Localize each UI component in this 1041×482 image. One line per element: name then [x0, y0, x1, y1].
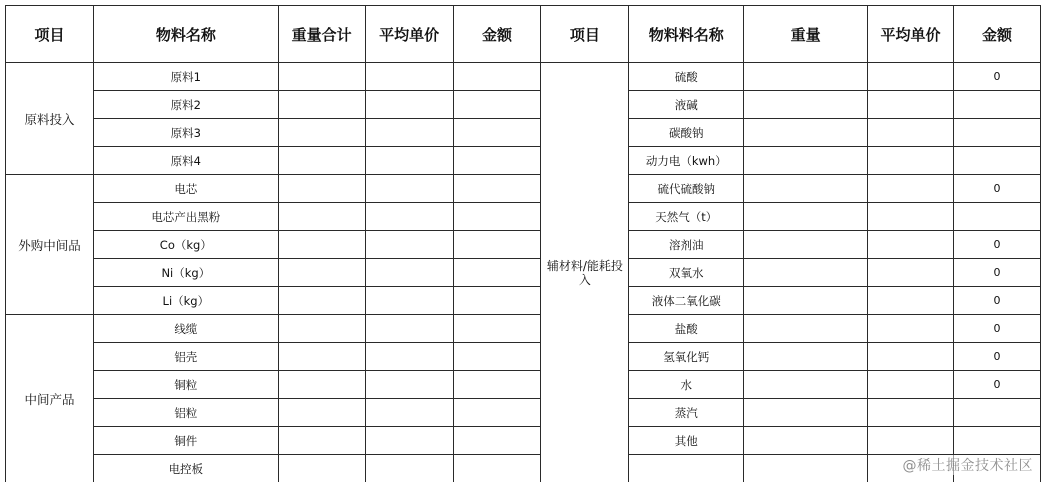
avg-price-cell: [365, 287, 453, 315]
aux-weight-cell: [744, 91, 868, 119]
table-row: [6, 119, 1041, 147]
amount-cell: [453, 147, 541, 175]
aux-weight-cell: [744, 203, 868, 231]
weight-total-cell: [278, 455, 365, 482]
table-row: [6, 91, 1041, 119]
aux-avg-price-cell: [868, 91, 954, 119]
aux-material-name-cell: 其他: [629, 427, 744, 455]
avg-price-cell: [365, 427, 453, 455]
purchased-intermediate-group: 外购中间品: [6, 175, 94, 315]
amount-cell: [453, 343, 541, 371]
weight-total-cell: [278, 315, 365, 343]
aux-weight-cell: [744, 259, 868, 287]
amount-cell: [453, 175, 541, 203]
header-weight-right: 重量: [744, 6, 868, 63]
aux-avg-price-cell: [868, 427, 954, 455]
aux-material-name-cell: [629, 455, 744, 482]
aux-amount-cell: [954, 91, 1041, 119]
aux-weight-cell: [744, 371, 868, 399]
aux-material-name-cell: 盐酸: [629, 315, 744, 343]
aux-amount-cell: 0: [954, 287, 1041, 315]
table-row: [6, 315, 1041, 343]
table-row: [6, 63, 1041, 91]
weight-total-cell: [278, 399, 365, 427]
aux-weight-cell: [744, 147, 868, 175]
weight-total-cell: [278, 147, 365, 175]
avg-price-cell: [365, 231, 453, 259]
table-row: [6, 455, 1041, 482]
amount-cell: [453, 231, 541, 259]
weight-total-cell: [278, 287, 365, 315]
material-name-cell: 铜件: [93, 427, 278, 455]
aux-weight-cell: [744, 231, 868, 259]
amount-cell: [453, 259, 541, 287]
header-amount-right: 金额: [954, 6, 1041, 63]
aux-material-name-cell: 碳酸钠: [629, 119, 744, 147]
material-name-cell: Ni（kg）: [93, 259, 278, 287]
aux-material-name-cell: 蒸汽: [629, 399, 744, 427]
aux-material-name-cell: 液碱: [629, 91, 744, 119]
aux-amount-cell: [954, 147, 1041, 175]
table-row: [6, 427, 1041, 455]
material-name-cell: 铝壳: [93, 343, 278, 371]
aux-material-name-cell: 水: [629, 371, 744, 399]
header-project-right: 项目: [541, 6, 629, 63]
avg-price-cell: [365, 343, 453, 371]
aux-weight-cell: [744, 399, 868, 427]
amount-cell: [453, 399, 541, 427]
header-avg-price-right: 平均单价: [868, 6, 954, 63]
weight-total-cell: [278, 175, 365, 203]
aux-avg-price-cell: [868, 175, 954, 203]
avg-price-cell: [365, 63, 453, 91]
weight-total-cell: [278, 259, 365, 287]
watermark: @稀土掘金技术社区: [903, 455, 1034, 475]
aux-weight-cell: [744, 427, 868, 455]
intermediate-product-group: 中间产品: [6, 315, 94, 482]
aux-amount-cell: 0: [954, 315, 1041, 343]
avg-price-cell: [365, 315, 453, 343]
aux-weight-cell: [744, 455, 868, 482]
header-avg-price: 平均单价: [365, 6, 453, 63]
table-row: [6, 175, 1041, 203]
amount-cell: [453, 203, 541, 231]
weight-total-cell: [278, 231, 365, 259]
table-row: [6, 203, 1041, 231]
aux-avg-price-cell: [868, 147, 954, 175]
aux-amount-cell: 0: [954, 371, 1041, 399]
weight-total-cell: [278, 63, 365, 91]
avg-price-cell: [365, 399, 453, 427]
avg-price-cell: [365, 147, 453, 175]
aux-weight-cell: [744, 343, 868, 371]
weight-total-cell: [278, 371, 365, 399]
table-row: [6, 371, 1041, 399]
aux-avg-price-cell: [868, 399, 954, 427]
aux-amount-cell: [954, 203, 1041, 231]
material-name-cell: 电控板: [93, 455, 278, 482]
amount-cell: [453, 315, 541, 343]
table-row: [6, 287, 1041, 315]
aux-avg-price-cell: [868, 119, 954, 147]
aux-amount-cell: 0: [954, 231, 1041, 259]
aux-weight-cell: [744, 63, 868, 91]
aux-material-name-cell: 硫酸: [629, 63, 744, 91]
material-name-cell: 铝粒: [93, 399, 278, 427]
header-material-name: 物料名称: [93, 6, 278, 63]
aux-avg-price-cell: [868, 371, 954, 399]
aux-material-name-cell: 双氧水: [629, 259, 744, 287]
material-name-cell: Co（kg）: [93, 231, 278, 259]
raw-input-group: 原料投入: [6, 63, 94, 175]
material-name-cell: 铜粒: [93, 371, 278, 399]
amount-cell: [453, 455, 541, 482]
aux-avg-price-cell: [868, 287, 954, 315]
aux-avg-price-cell: [868, 231, 954, 259]
aux-amount-cell: 0: [954, 175, 1041, 203]
material-name-cell: 原料4: [93, 147, 278, 175]
aux-avg-price-cell: [868, 343, 954, 371]
avg-price-cell: [365, 259, 453, 287]
material-name-cell: 原料2: [93, 91, 278, 119]
avg-price-cell: [365, 371, 453, 399]
avg-price-cell: [365, 91, 453, 119]
avg-price-cell: [365, 175, 453, 203]
header-row: [6, 6, 1041, 63]
aux-material-name-cell: 溶剂油: [629, 231, 744, 259]
auxiliary-energy-group: 辅材料/能耗投入: [541, 63, 629, 482]
weight-total-cell: [278, 91, 365, 119]
aux-weight-cell: [744, 287, 868, 315]
aux-avg-price-cell: [868, 63, 954, 91]
spreadsheet: [5, 5, 1041, 482]
material-name-cell: Li（kg）: [93, 287, 278, 315]
aux-weight-cell: [744, 175, 868, 203]
aux-material-name-cell: 液体二氧化碳: [629, 287, 744, 315]
amount-cell: [453, 91, 541, 119]
avg-price-cell: [365, 203, 453, 231]
header-weight-total: 重量合计: [278, 6, 365, 63]
aux-amount-cell: [954, 119, 1041, 147]
aux-material-name-cell: 动力电（kwh）: [629, 147, 744, 175]
table-row: [6, 231, 1041, 259]
weight-total-cell: [278, 343, 365, 371]
weight-total-cell: [278, 119, 365, 147]
material-name-cell: 原料1: [93, 63, 278, 91]
table-row: [6, 147, 1041, 175]
aux-amount-cell: 0: [954, 259, 1041, 287]
header-project: 项目: [6, 6, 94, 63]
aux-amount-cell: 0: [954, 343, 1041, 371]
material-cost-table: [5, 5, 1041, 482]
aux-weight-cell: [744, 119, 868, 147]
amount-cell: [453, 371, 541, 399]
table-row: [6, 259, 1041, 287]
material-name-cell: 电芯: [93, 175, 278, 203]
aux-material-name-cell: 氢氧化钙: [629, 343, 744, 371]
avg-price-cell: [365, 119, 453, 147]
aux-material-name-cell: 天然气（t）: [629, 203, 744, 231]
header-amount: 金额: [453, 6, 541, 63]
aux-amount-cell: [954, 427, 1041, 455]
table-row: [6, 343, 1041, 371]
avg-price-cell: [365, 455, 453, 482]
amount-cell: [453, 63, 541, 91]
amount-cell: [453, 427, 541, 455]
aux-amount-cell: [954, 399, 1041, 427]
amount-cell: [453, 287, 541, 315]
weight-total-cell: [278, 203, 365, 231]
material-name-cell: 原料3: [93, 119, 278, 147]
aux-avg-price-cell: [868, 259, 954, 287]
table-row: [6, 399, 1041, 427]
aux-avg-price-cell: [868, 203, 954, 231]
material-name-cell: 线缆: [93, 315, 278, 343]
aux-avg-price-cell: [868, 315, 954, 343]
weight-total-cell: [278, 427, 365, 455]
aux-material-name-cell: 硫代硫酸钠: [629, 175, 744, 203]
amount-cell: [453, 119, 541, 147]
material-name-cell: 电芯产出黑粉: [93, 203, 278, 231]
header-material-name-right: 物料料名称: [629, 6, 744, 63]
aux-amount-cell: 0: [954, 63, 1041, 91]
aux-weight-cell: [744, 315, 868, 343]
